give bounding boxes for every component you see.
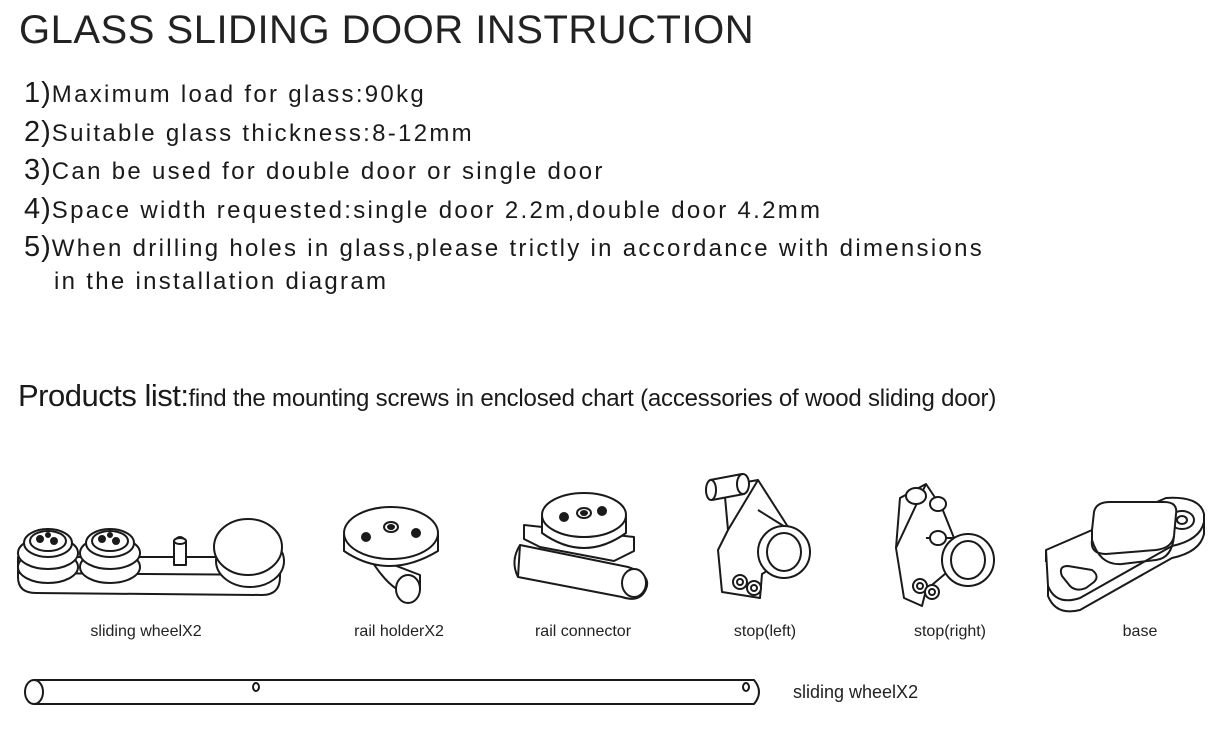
sliding-wheel-drawing [10, 505, 290, 605]
part-label-rail-holder: rail holderX2 [354, 623, 444, 640]
spec-number: 1) [24, 77, 52, 109]
spec-list [24, 74, 984, 301]
page-title: GLASS SLIDING DOOR INSTRUCTION [19, 8, 755, 52]
products-list-heading [18, 378, 996, 414]
rail-holder-drawing [338, 505, 448, 605]
part-label-sliding-wheel: sliding wheelX2 [90, 623, 202, 640]
spec-text: Space width requested:single door 2.2m,double door 4.2mm [51, 196, 823, 224]
part-label-stop-left: stop(left) [733, 623, 797, 640]
spec-text: Maximum load for glass:90kg [51, 81, 427, 108]
stop-left-drawing [698, 470, 818, 610]
spec-number: 2) [24, 115, 52, 148]
spec-number: 4) [24, 192, 52, 225]
spec-item-4 [24, 190, 984, 229]
spec-text: Can be used for double door or single door [51, 158, 605, 185]
stop-right-drawing [886, 478, 1006, 618]
spec-text: When drilling holes in glass,please trictly in accordance with dimensions [51, 235, 985, 262]
spec-item-1 [24, 74, 984, 113]
part-label-stop-right: stop(right) [913, 623, 987, 640]
rail-connector-drawing [510, 495, 660, 605]
base-drawing [1040, 490, 1210, 610]
part-label-rail-connector: rail connector [534, 623, 632, 640]
spec-item-2 [24, 113, 984, 152]
spec-item-3 [24, 151, 984, 190]
spec-number: 3) [24, 154, 52, 186]
rail-label: sliding wheelX2 [793, 682, 919, 702]
spec-text: Suitable glass thickness:8-12mm [51, 119, 474, 147]
spec-item-5-continuation: in the installation diagram [54, 267, 389, 295]
spec-number: 5) [24, 231, 52, 263]
part-label-base: base [1122, 623, 1158, 640]
products-description: find the mounting screws in enclosed chart (accessories of wood sliding door) [188, 385, 997, 412]
products-heading: Products list: [18, 378, 189, 413]
rail-drawing [20, 672, 770, 712]
spec-item-5 [24, 228, 984, 267]
